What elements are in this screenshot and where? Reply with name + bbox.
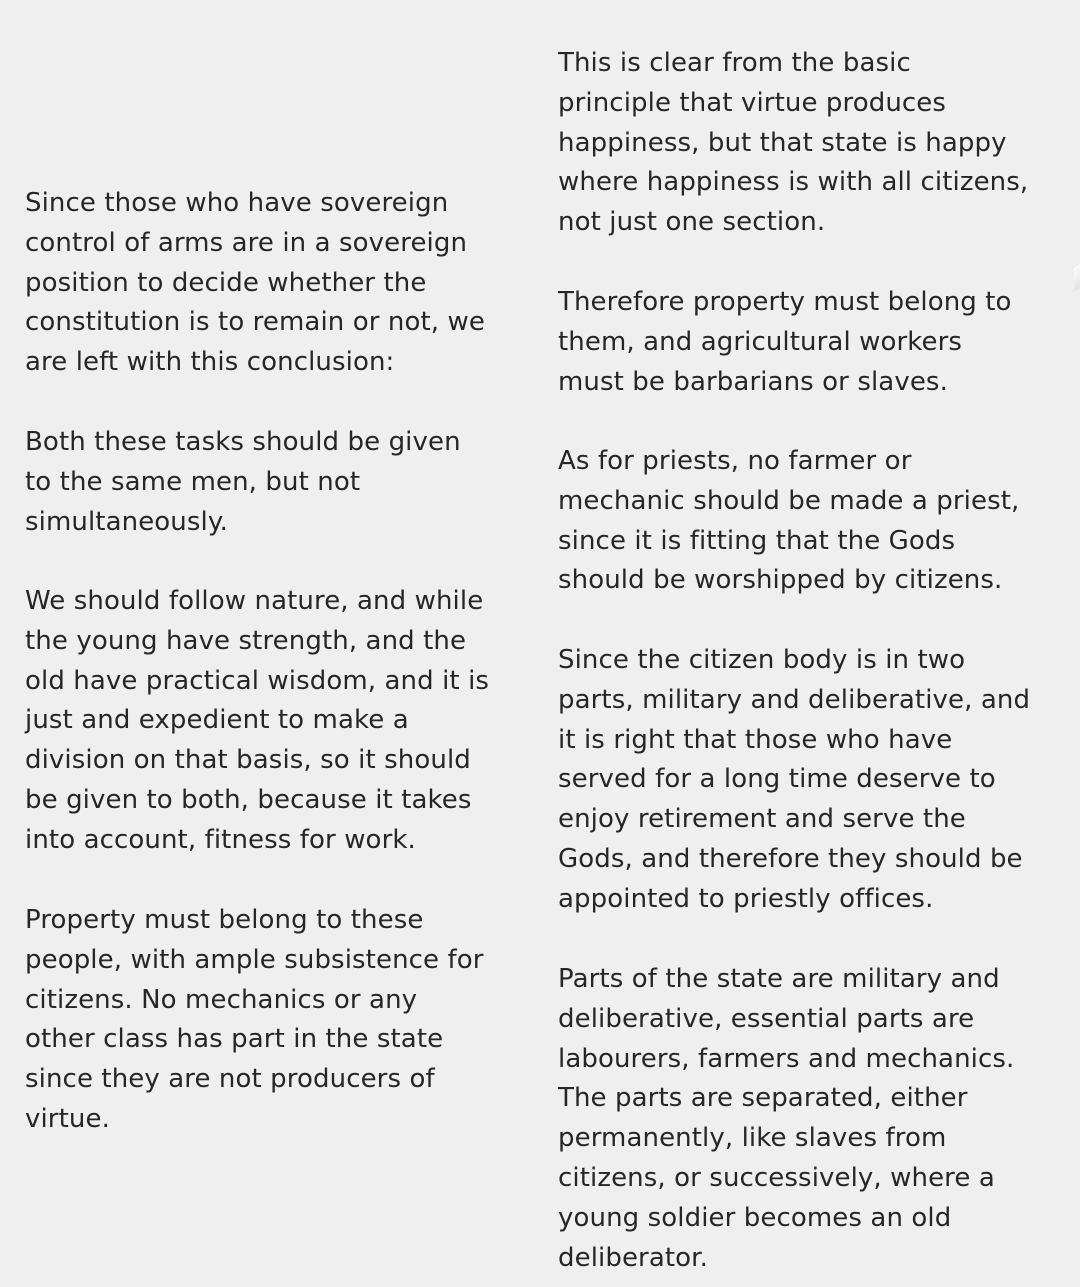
paragraph-property-belongs: Property must belong to these people, with ample subsistence for citizens. No mechanics or any other class has part in the state since they are not producers of virtue. <box>25 905 484 1134</box>
paragraph-agricultural-workers: Therefore property must belong to them, and agricultural workers must be barbarians or slaves. <box>558 287 1012 397</box>
paragraph-priests: As for priests, no farmer or mechanic should be made a priest, since it is fitting that the Gods should be worshipped by citizens. <box>558 446 1020 596</box>
paragraph-virtue-happiness: This is clear from the basic principle that virtue produces happiness, but that state is happy where happiness is with all citizens, not just one section. <box>558 48 1029 238</box>
paragraph-follow-nature: We should follow nature, and while the young have strength, and the old have practical wisdom, and it is just and expedient to make a division on that basis, so it should be given to both, because it takes into account, fitness for work. <box>25 586 490 855</box>
paragraph-parts-of-state: Parts of the state are military and deliberative, essential parts are labourers, farmers and mechanics. The parts are separated, either permanently, like slaves from citizens, or successively, where a young soldier becomes an old deliberator. <box>558 964 1015 1273</box>
paragraph-arms-conclusion: Since those who have sovereign control of arms are in a sovereign position to decide whether the constitution is to remain or not, we are left with this conclusion: <box>25 188 485 378</box>
page-edge-glint <box>1074 264 1080 292</box>
paragraph-same-men: Both these tasks should be given to the same men, but not simultaneously. <box>25 427 461 537</box>
paragraph-citizen-body: Since the citizen body is in two parts, military and deliberative, and it is right that those who have served for a long time deserve to enjoy retirement and serve the Gods, and therefore they should be appointed to priestly offices. <box>558 645 1031 914</box>
